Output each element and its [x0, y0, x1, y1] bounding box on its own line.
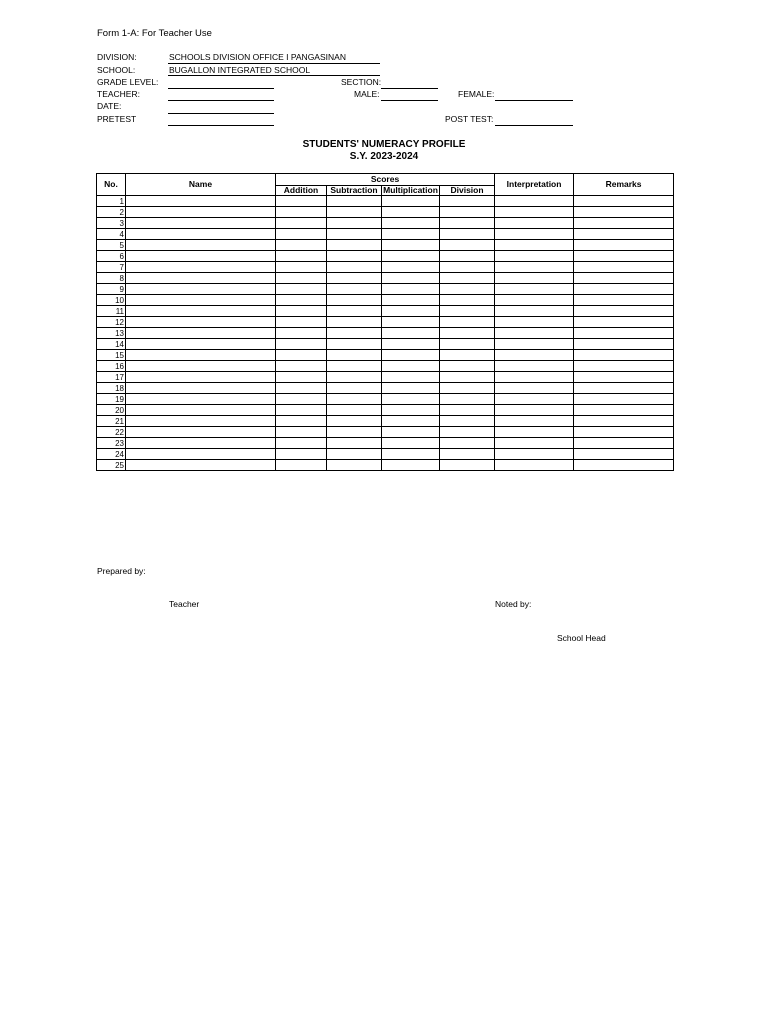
row-number: 3	[97, 218, 126, 229]
remarks-cell[interactable]	[574, 262, 674, 273]
row-number: 13	[97, 328, 126, 339]
table-row	[97, 295, 674, 306]
post-test-field[interactable]	[495, 125, 573, 126]
name-cell[interactable]	[126, 240, 276, 251]
table-row	[97, 229, 674, 240]
row-number: 14	[97, 339, 126, 350]
remarks-cell[interactable]	[574, 295, 674, 306]
division-cell[interactable]	[440, 361, 495, 372]
name-cell[interactable]	[126, 361, 276, 372]
interpretation-cell[interactable]	[495, 218, 574, 229]
division-cell[interactable]	[440, 405, 495, 416]
subtraction-cell[interactable]	[327, 306, 382, 317]
name-cell[interactable]	[126, 207, 276, 218]
row-number: 1	[97, 196, 126, 207]
multiplication-cell[interactable]	[382, 339, 440, 350]
school-underline	[168, 75, 380, 76]
addition-cell[interactable]	[276, 438, 327, 449]
page-title: STUDENTS' NUMERACY PROFILE	[302, 139, 466, 150]
multiplication-cell[interactable]	[382, 240, 440, 251]
addition-cell[interactable]	[276, 449, 327, 460]
remarks-cell[interactable]	[574, 306, 674, 317]
multiplication-cell[interactable]	[382, 460, 440, 471]
teacher-label: TEACHER:	[97, 89, 140, 99]
row-number: 10	[97, 295, 126, 306]
subtraction-cell[interactable]	[327, 438, 382, 449]
division-cell[interactable]	[440, 240, 495, 251]
addition-cell[interactable]	[276, 328, 327, 339]
name-cell[interactable]	[126, 394, 276, 405]
interpretation-cell[interactable]	[495, 405, 574, 416]
remarks-cell[interactable]	[574, 416, 674, 427]
date-field[interactable]	[168, 113, 274, 114]
interpretation-cell[interactable]	[495, 394, 574, 405]
remarks-cell[interactable]	[574, 229, 674, 240]
subtraction-cell[interactable]	[327, 262, 382, 273]
multiplication-cell[interactable]	[382, 350, 440, 361]
row-number: 9	[97, 284, 126, 295]
interpretation-cell[interactable]	[495, 306, 574, 317]
division-cell[interactable]	[440, 273, 495, 284]
school-label: SCHOOL:	[97, 65, 136, 75]
col-header-name: Name	[126, 174, 276, 196]
remarks-cell[interactable]	[574, 405, 674, 416]
multiplication-cell[interactable]	[382, 449, 440, 460]
division-cell[interactable]	[440, 449, 495, 460]
multiplication-cell[interactable]	[382, 218, 440, 229]
addition-cell[interactable]	[276, 460, 327, 471]
division-cell[interactable]	[440, 328, 495, 339]
numeracy-profile-table	[96, 173, 674, 471]
remarks-cell[interactable]	[574, 361, 674, 372]
multiplication-cell[interactable]	[382, 317, 440, 328]
interpretation-cell[interactable]	[495, 427, 574, 438]
remarks-cell[interactable]	[574, 449, 674, 460]
interpretation-cell[interactable]	[495, 229, 574, 240]
name-cell[interactable]	[126, 438, 276, 449]
col-header-subtraction: Subtraction	[327, 186, 382, 196]
row-number: 2	[97, 207, 126, 218]
division-cell[interactable]	[440, 306, 495, 317]
multiplication-cell[interactable]	[382, 207, 440, 218]
date-label: DATE:	[97, 101, 122, 111]
name-cell[interactable]	[126, 273, 276, 284]
division-cell[interactable]	[440, 416, 495, 427]
multiplication-cell[interactable]	[382, 361, 440, 372]
post-test-label: POST TEST:	[445, 114, 494, 124]
table-row	[97, 196, 674, 207]
table-row	[97, 460, 674, 471]
row-number: 6	[97, 251, 126, 262]
table-row	[97, 284, 674, 295]
remarks-cell[interactable]	[574, 438, 674, 449]
row-number: 25	[97, 460, 126, 471]
interpretation-cell[interactable]	[495, 273, 574, 284]
remarks-cell[interactable]	[574, 328, 674, 339]
multiplication-cell[interactable]	[382, 427, 440, 438]
division-cell[interactable]	[440, 196, 495, 207]
school-value: BUGALLON INTEGRATED SCHOOL	[169, 65, 311, 75]
prepared-by-label: Prepared by:	[97, 566, 146, 576]
name-cell[interactable]	[126, 295, 276, 306]
male-field[interactable]	[381, 100, 438, 101]
row-number: 4	[97, 229, 126, 240]
addition-cell[interactable]	[276, 405, 327, 416]
remarks-cell[interactable]	[574, 317, 674, 328]
table-row	[97, 361, 674, 372]
section-label: SECTION:	[341, 77, 382, 87]
section-field[interactable]	[381, 88, 438, 89]
col-header-addition: Addition	[276, 186, 327, 196]
interpretation-cell[interactable]	[495, 240, 574, 251]
col-header-division: Division	[440, 186, 495, 196]
row-number: 8	[97, 273, 126, 284]
division-cell[interactable]	[440, 438, 495, 449]
name-cell[interactable]	[126, 196, 276, 207]
table-row	[97, 405, 674, 416]
table-row	[97, 416, 674, 427]
division-label: DIVISION:	[97, 52, 137, 62]
multiplication-cell[interactable]	[382, 229, 440, 240]
subtraction-cell[interactable]	[327, 328, 382, 339]
addition-cell[interactable]	[276, 207, 327, 218]
interpretation-cell[interactable]	[495, 317, 574, 328]
grade-level-label: GRADE LEVEL:	[97, 77, 159, 87]
multiplication-cell[interactable]	[382, 295, 440, 306]
addition-cell[interactable]	[276, 262, 327, 273]
name-cell[interactable]	[126, 372, 276, 383]
row-number: 22	[97, 427, 126, 438]
form-code: Form 1-A: For Teacher Use	[97, 28, 212, 39]
school-head-label: School Head	[557, 633, 606, 643]
interpretation-cell[interactable]	[495, 438, 574, 449]
name-cell[interactable]	[126, 350, 276, 361]
col-header-interpretation: Interpretation	[495, 174, 574, 196]
grade-level-field[interactable]	[168, 88, 274, 89]
addition-cell[interactable]	[276, 240, 327, 251]
multiplication-cell[interactable]	[382, 196, 440, 207]
remarks-cell[interactable]	[574, 273, 674, 284]
multiplication-cell[interactable]	[382, 405, 440, 416]
addition-cell[interactable]	[276, 251, 327, 262]
division-cell[interactable]	[440, 460, 495, 471]
table-row	[97, 306, 674, 317]
subtraction-cell[interactable]	[327, 218, 382, 229]
name-cell[interactable]	[126, 339, 276, 350]
subtraction-cell[interactable]	[327, 229, 382, 240]
addition-cell[interactable]	[276, 284, 327, 295]
table-row	[97, 262, 674, 273]
name-cell[interactable]	[126, 328, 276, 339]
addition-cell[interactable]	[276, 229, 327, 240]
addition-cell[interactable]	[276, 295, 327, 306]
name-cell[interactable]	[126, 317, 276, 328]
addition-cell[interactable]	[276, 306, 327, 317]
name-cell[interactable]	[126, 218, 276, 229]
interpretation-cell[interactable]	[495, 449, 574, 460]
row-number: 17	[97, 372, 126, 383]
table-row	[97, 383, 674, 394]
school-year: S.Y. 2023-2024	[349, 151, 419, 162]
table-row	[97, 438, 674, 449]
interpretation-cell[interactable]	[495, 284, 574, 295]
subtraction-cell[interactable]	[327, 196, 382, 207]
name-cell[interactable]	[126, 449, 276, 460]
row-number: 19	[97, 394, 126, 405]
table-row	[97, 251, 674, 262]
multiplication-cell[interactable]	[382, 328, 440, 339]
remarks-cell[interactable]	[574, 207, 674, 218]
division-cell[interactable]	[440, 317, 495, 328]
subtraction-cell[interactable]	[327, 460, 382, 471]
addition-cell[interactable]	[276, 350, 327, 361]
row-number: 18	[97, 383, 126, 394]
division-cell[interactable]	[440, 251, 495, 262]
interpretation-cell[interactable]	[495, 251, 574, 262]
remarks-cell[interactable]	[574, 427, 674, 438]
name-cell[interactable]	[126, 427, 276, 438]
col-header-multiplication: Multiplication	[383, 185, 438, 195]
division-cell[interactable]	[440, 218, 495, 229]
teacher-signatory-label: Teacher	[169, 599, 200, 609]
table-row	[97, 350, 674, 361]
addition-cell[interactable]	[276, 218, 327, 229]
addition-cell[interactable]	[276, 427, 327, 438]
subtraction-cell[interactable]	[327, 372, 382, 383]
multiplication-cell[interactable]	[382, 251, 440, 262]
name-cell[interactable]	[126, 405, 276, 416]
remarks-cell[interactable]	[574, 196, 674, 207]
interpretation-cell[interactable]	[495, 372, 574, 383]
interpretation-cell[interactable]	[495, 416, 574, 427]
female-field[interactable]	[495, 100, 573, 101]
subtraction-cell[interactable]	[327, 449, 382, 460]
division-cell[interactable]	[440, 394, 495, 405]
addition-cell[interactable]	[276, 383, 327, 394]
addition-cell[interactable]	[276, 273, 327, 284]
row-number: 20	[97, 405, 126, 416]
interpretation-cell[interactable]	[495, 460, 574, 471]
row-number: 16	[97, 361, 126, 372]
subtraction-cell[interactable]	[327, 383, 382, 394]
interpretation-cell[interactable]	[495, 383, 574, 394]
interpretation-cell[interactable]	[495, 350, 574, 361]
noted-by-label: Noted by:	[495, 599, 532, 609]
table-row	[97, 317, 674, 328]
division-cell[interactable]	[440, 372, 495, 383]
multiplication-cell[interactable]	[382, 416, 440, 427]
division-cell[interactable]	[440, 262, 495, 273]
remarks-cell[interactable]	[574, 372, 674, 383]
pretest-label: PRETEST	[97, 114, 137, 124]
subtraction-cell[interactable]	[327, 284, 382, 295]
table-row	[97, 207, 674, 218]
addition-cell[interactable]	[276, 361, 327, 372]
name-cell[interactable]	[126, 416, 276, 427]
division-cell[interactable]	[440, 207, 495, 218]
table-row	[97, 328, 674, 339]
remarks-cell[interactable]	[574, 350, 674, 361]
subtraction-cell[interactable]	[327, 394, 382, 405]
row-number: 15	[97, 350, 126, 361]
division-cell[interactable]	[440, 350, 495, 361]
female-label: FEMALE:	[458, 89, 495, 99]
remarks-cell[interactable]	[574, 251, 674, 262]
col-header-scores: Scores	[276, 174, 495, 186]
division-value: SCHOOLS DIVISION OFFICE I PANGASINAN	[169, 52, 346, 62]
male-label: MALE:	[354, 89, 380, 99]
interpretation-cell[interactable]	[495, 207, 574, 218]
name-cell[interactable]	[126, 262, 276, 273]
addition-cell[interactable]	[276, 394, 327, 405]
table-row	[97, 427, 674, 438]
name-cell[interactable]	[126, 284, 276, 295]
table-row	[97, 240, 674, 251]
division-cell[interactable]	[440, 339, 495, 350]
multiplication-cell[interactable]	[382, 372, 440, 383]
table-row	[97, 372, 674, 383]
remarks-cell[interactable]	[574, 240, 674, 251]
interpretation-cell[interactable]	[495, 361, 574, 372]
addition-cell[interactable]	[276, 339, 327, 350]
row-number: 5	[97, 240, 126, 251]
row-number: 12	[97, 317, 126, 328]
multiplication-cell[interactable]	[382, 394, 440, 405]
subtraction-cell[interactable]	[327, 416, 382, 427]
table-row	[97, 449, 674, 460]
col-header-no: No.	[97, 174, 126, 196]
addition-cell[interactable]	[276, 196, 327, 207]
addition-cell[interactable]	[276, 372, 327, 383]
subtraction-cell[interactable]	[327, 317, 382, 328]
division-cell[interactable]	[440, 284, 495, 295]
division-cell[interactable]	[440, 229, 495, 240]
remarks-cell[interactable]	[574, 284, 674, 295]
row-number: 21	[97, 416, 126, 427]
row-number: 7	[97, 262, 126, 273]
multiplication-cell[interactable]	[382, 262, 440, 273]
multiplication-cell[interactable]	[382, 284, 440, 295]
remarks-cell[interactable]	[574, 383, 674, 394]
interpretation-cell[interactable]	[495, 328, 574, 339]
multiplication-cell[interactable]	[382, 306, 440, 317]
division-cell[interactable]	[440, 295, 495, 306]
interpretation-cell[interactable]	[495, 262, 574, 273]
multiplication-cell[interactable]	[382, 273, 440, 284]
teacher-field[interactable]	[168, 100, 274, 101]
addition-cell[interactable]	[276, 416, 327, 427]
table-row	[97, 218, 674, 229]
subtraction-cell[interactable]	[327, 405, 382, 416]
name-cell[interactable]	[126, 251, 276, 262]
division-cell[interactable]	[440, 383, 495, 394]
name-cell[interactable]	[126, 460, 276, 471]
remarks-cell[interactable]	[574, 394, 674, 405]
table-row	[97, 394, 674, 405]
subtraction-cell[interactable]	[327, 295, 382, 306]
name-cell[interactable]	[126, 306, 276, 317]
subtraction-cell[interactable]	[327, 339, 382, 350]
remarks-cell[interactable]	[574, 339, 674, 350]
row-number: 23	[97, 438, 126, 449]
pretest-field[interactable]	[168, 125, 274, 126]
subtraction-cell[interactable]	[327, 240, 382, 251]
multiplication-cell[interactable]	[382, 383, 440, 394]
row-number: 11	[97, 306, 126, 317]
interpretation-cell[interactable]	[495, 196, 574, 207]
table-row	[97, 339, 674, 350]
subtraction-cell[interactable]	[327, 350, 382, 361]
subtraction-cell[interactable]	[327, 207, 382, 218]
table-row	[97, 273, 674, 284]
addition-cell[interactable]	[276, 317, 327, 328]
remarks-cell[interactable]	[574, 218, 674, 229]
col-header-remarks: Remarks	[574, 174, 674, 196]
subtraction-cell[interactable]	[327, 361, 382, 372]
division-cell[interactable]	[440, 427, 495, 438]
interpretation-cell[interactable]	[495, 339, 574, 350]
division-underline	[168, 63, 380, 64]
name-cell[interactable]	[126, 229, 276, 240]
remarks-cell[interactable]	[574, 460, 674, 471]
multiplication-cell[interactable]	[382, 438, 440, 449]
name-cell[interactable]	[126, 383, 276, 394]
row-number: 24	[97, 449, 126, 460]
interpretation-cell[interactable]	[495, 295, 574, 306]
subtraction-cell[interactable]	[327, 427, 382, 438]
subtraction-cell[interactable]	[327, 273, 382, 284]
subtraction-cell[interactable]	[327, 251, 382, 262]
